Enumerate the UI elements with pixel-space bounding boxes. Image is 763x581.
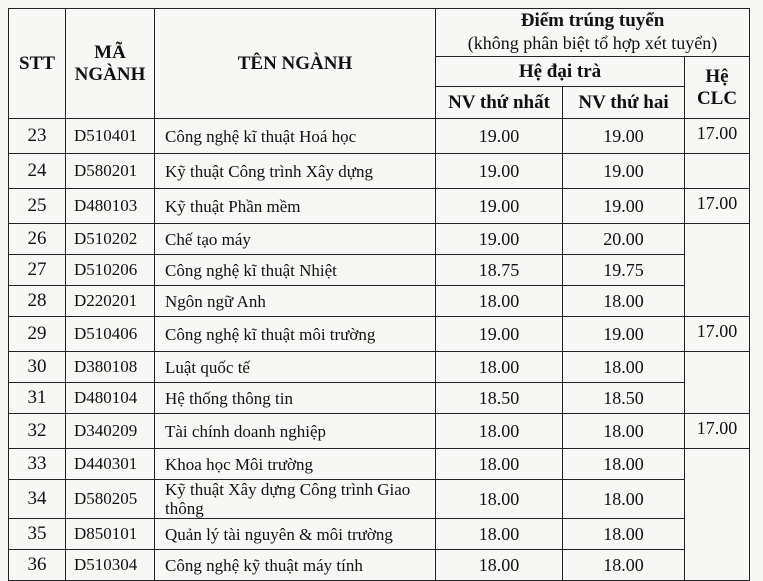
- header-ten-nganh: TÊN NGÀNH: [155, 9, 436, 119]
- row-clc-score: 17.00: [685, 414, 750, 449]
- header-he-clc-line2: CLC: [696, 87, 738, 109]
- row-ten-nganh: Ngôn ngữ Anh: [155, 286, 436, 317]
- row-nv2-score: 19.00: [563, 189, 685, 224]
- row-clc-score: [685, 352, 750, 414]
- header-diem-title: Điểm trúng tuyển: [520, 10, 665, 31]
- row-nv1-score: 18.00: [436, 352, 563, 383]
- row-clc-score: 17.00: [685, 189, 750, 224]
- row-nv1-score: 18.00: [436, 449, 563, 480]
- row-stt: 27: [9, 255, 66, 286]
- row-stt: 23: [9, 119, 66, 154]
- row-nv2-score: 18.00: [563, 519, 685, 550]
- row-nv2-score: 18.00: [563, 449, 685, 480]
- header-he-clc-line1: Hệ: [705, 65, 729, 87]
- row-stt: 31: [9, 383, 66, 414]
- row-ten-nganh: Kỹ thuật Xây dựng Công trình Giao thông: [155, 480, 436, 519]
- table-row: [9, 154, 750, 189]
- header-stt: STT: [9, 9, 66, 119]
- row-stt: 24: [9, 154, 66, 189]
- row-clc-score: [685, 154, 750, 189]
- row-stt: 28: [9, 286, 66, 317]
- row-nv1-score: 18.00: [436, 286, 563, 317]
- table-row: [9, 286, 750, 317]
- row-stt: 34: [9, 480, 66, 519]
- row-nv1-score: 18.00: [436, 550, 563, 581]
- row-nv1-score: 19.00: [436, 224, 563, 255]
- row-stt: 35: [9, 519, 66, 550]
- row-ma-nganh: D380108: [66, 352, 155, 383]
- row-nv2-score: 18.00: [563, 286, 685, 317]
- row-ten-nganh: Quản lý tài nguyên & môi trường: [155, 519, 436, 550]
- table-row: [9, 189, 750, 224]
- row-ma-nganh: D580205: [66, 480, 155, 519]
- header-diem: [436, 9, 750, 57]
- table-row: [9, 414, 750, 449]
- row-nv2-score: 18.50: [563, 383, 685, 414]
- row-nv1-score: 18.00: [436, 414, 563, 449]
- header-nv1: NV thứ nhất: [436, 87, 563, 119]
- row-ma-nganh: D510304: [66, 550, 155, 581]
- row-stt: 30: [9, 352, 66, 383]
- row-ten-nganh: Công nghệ kỹ thuật máy tính: [155, 550, 436, 581]
- table-row: [9, 519, 750, 550]
- table-row: [9, 255, 750, 286]
- row-ten-nganh: Công nghệ kĩ thuật môi trường: [155, 317, 436, 352]
- row-ma-nganh: D510202: [66, 224, 155, 255]
- table-row: [9, 480, 750, 519]
- table-row: [9, 352, 750, 383]
- header-diem-subtitle: (không phân biệt tổ hợp xét tuyển): [467, 33, 718, 53]
- row-ten-nganh: Luật quốc tế: [155, 352, 436, 383]
- row-nv2-score: 20.00: [563, 224, 685, 255]
- row-ten-nganh: Kỹ thuật Phần mềm: [155, 189, 436, 224]
- row-ma-nganh: D580201: [66, 154, 155, 189]
- row-nv1-score: 18.75: [436, 255, 563, 286]
- row-ten-nganh: Công nghệ kĩ thuật Nhiệt: [155, 255, 436, 286]
- row-nv2-score: 19.00: [563, 317, 685, 352]
- row-nv2-score: 19.00: [563, 154, 685, 189]
- row-nv1-score: 18.50: [436, 383, 563, 414]
- row-nv1-score: 19.00: [436, 119, 563, 154]
- row-ma-nganh: D220201: [66, 286, 155, 317]
- header-nv2: NV thứ hai: [563, 87, 685, 119]
- row-nv1-score: 19.00: [436, 189, 563, 224]
- row-ma-nganh: D480103: [66, 189, 155, 224]
- header-ma-nganh-line2: NGÀNH: [74, 63, 146, 85]
- row-clc-score: [685, 224, 750, 317]
- row-ten-nganh: Tài chính doanh nghiệp: [155, 414, 436, 449]
- row-ma-nganh: D850101: [66, 519, 155, 550]
- row-ten-nganh: Khoa học Môi trường: [155, 449, 436, 480]
- row-nv2-score: 18.00: [563, 352, 685, 383]
- row-nv1-score: 19.00: [436, 154, 563, 189]
- table-row: [9, 550, 750, 581]
- row-ma-nganh: D480104: [66, 383, 155, 414]
- header-he-dai-tra: Hệ đại trà: [436, 57, 685, 87]
- row-clc-score: 17.00: [685, 119, 750, 154]
- row-stt: 36: [9, 550, 66, 581]
- row-stt: 25: [9, 189, 66, 224]
- row-nv2-score: 18.00: [563, 550, 685, 581]
- row-clc-score: 17.00: [685, 317, 750, 352]
- row-ma-nganh: D510406: [66, 317, 155, 352]
- row-nv2-score: 19.00: [563, 119, 685, 154]
- row-stt: 32: [9, 414, 66, 449]
- row-ma-nganh: D510401: [66, 119, 155, 154]
- table-row: [9, 317, 750, 352]
- row-nv2-score: 18.00: [563, 414, 685, 449]
- table-row: [9, 449, 750, 480]
- row-nv1-score: 19.00: [436, 317, 563, 352]
- row-ten-nganh: Công nghệ kĩ thuật Hoá học: [155, 119, 436, 154]
- row-ma-nganh: D440301: [66, 449, 155, 480]
- header-he-clc: [685, 57, 750, 119]
- header-ma-nganh: [66, 9, 155, 119]
- admission-score-table: [8, 8, 750, 581]
- row-ten-nganh: Kỹ thuật Công trình Xây dựng: [155, 154, 436, 189]
- table-body: [9, 119, 750, 581]
- row-stt: 29: [9, 317, 66, 352]
- row-ma-nganh: D510206: [66, 255, 155, 286]
- row-ten-nganh: Hệ thống thông tin: [155, 383, 436, 414]
- row-ma-nganh: D340209: [66, 414, 155, 449]
- row-nv2-score: 19.75: [563, 255, 685, 286]
- row-clc-score: [685, 449, 750, 581]
- table-row: [9, 224, 750, 255]
- header-ma-nganh-line1: MÃ: [94, 41, 126, 63]
- row-nv1-score: 18.00: [436, 480, 563, 519]
- table-row: [9, 119, 750, 154]
- table-row: [9, 383, 750, 414]
- row-nv2-score: 18.00: [563, 480, 685, 519]
- row-nv1-score: 18.00: [436, 519, 563, 550]
- row-ten-nganh: Chế tạo máy: [155, 224, 436, 255]
- row-stt: 33: [9, 449, 66, 480]
- row-stt: 26: [9, 224, 66, 255]
